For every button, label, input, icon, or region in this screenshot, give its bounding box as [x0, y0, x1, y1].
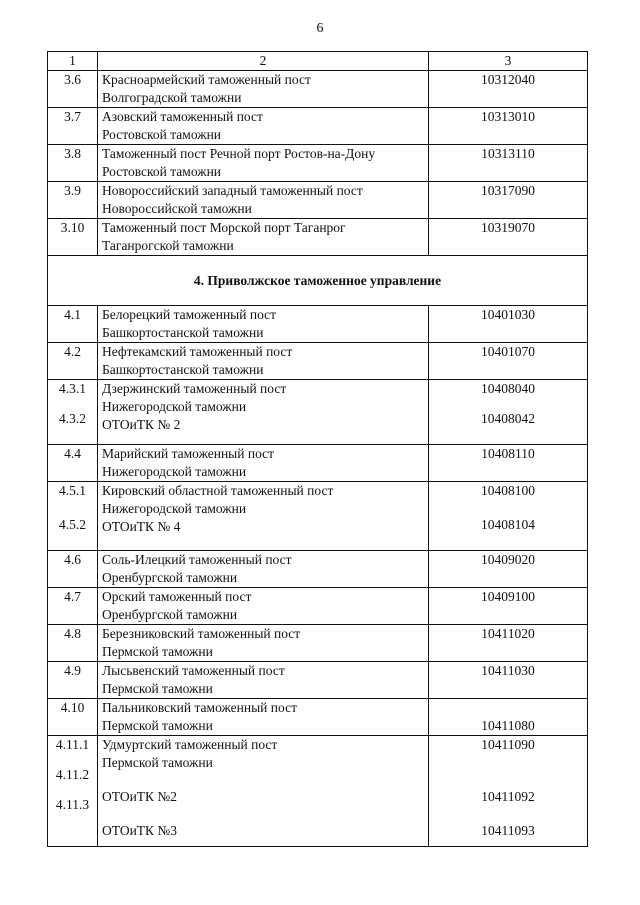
table-row — [48, 445, 588, 482]
table-row — [48, 145, 588, 182]
row-number: 4.6 — [48, 551, 98, 588]
post-code: 10408110 — [429, 445, 588, 482]
section-title: 4. Приволжское таможенное управление — [48, 256, 588, 306]
post-code: 10411080 — [429, 699, 588, 736]
row-number: 3.8 — [48, 145, 98, 182]
row-number: 4.2 — [48, 343, 98, 380]
row-number: 4.11.1 4.11.2 4.11.3 — [48, 736, 98, 847]
post-name: Кировский областной таможенный пост Нижегородской таможни ОТОиТК № 4 — [98, 482, 429, 551]
post-name: Красноармейский таможенный пост Волгоградской таможни — [98, 71, 429, 108]
post-code: 10313110 — [429, 145, 588, 182]
table-row — [48, 343, 588, 380]
table-row — [48, 306, 588, 343]
row-number: 4.3.1 4.3.2 — [48, 380, 98, 445]
row-number: 4.9 — [48, 662, 98, 699]
table-row — [48, 182, 588, 219]
row-number: 3.6 — [48, 71, 98, 108]
table-row — [48, 662, 588, 699]
row-number: 3.9 — [48, 182, 98, 219]
post-code: 10317090 — [429, 182, 588, 219]
post-code: 10408100 10408104 — [429, 482, 588, 551]
post-code: 10409100 — [429, 588, 588, 625]
row-number: 4.10 — [48, 699, 98, 736]
table-row — [48, 482, 588, 551]
table-row — [48, 699, 588, 736]
post-name: Новороссийский западный таможенный пост Новороссийской таможни — [98, 182, 429, 219]
row-number: 4.8 — [48, 625, 98, 662]
table-row — [48, 219, 588, 256]
post-code: 10312040 — [429, 71, 588, 108]
post-name: Белорецкий таможенный пост Башкортостанской таможни — [98, 306, 429, 343]
column-header: 1 — [48, 52, 98, 71]
post-code: 10313010 — [429, 108, 588, 145]
post-code: 10411020 — [429, 625, 588, 662]
column-header: 2 — [98, 52, 429, 71]
table-row — [48, 71, 588, 108]
post-code: 10411030 — [429, 662, 588, 699]
table-row — [48, 625, 588, 662]
post-name: Орский таможенный пост Оренбургской таможни — [98, 588, 429, 625]
post-code: 10319070 — [429, 219, 588, 256]
table-row — [48, 108, 588, 145]
post-name: Удмуртский таможенный пост Пермской таможни ОТОиТК №2 ОТОиТК №3 — [98, 736, 429, 847]
row-number: 4.7 — [48, 588, 98, 625]
page-number: 6 — [316, 21, 324, 36]
table-row — [48, 588, 588, 625]
table-header-row — [48, 52, 588, 71]
post-name: Таможенный пост Морской порт Таганрог Таганрогской таможни — [98, 219, 429, 256]
row-number: 3.7 — [48, 108, 98, 145]
row-number: 4.4 — [48, 445, 98, 482]
column-header: 3 — [429, 52, 588, 71]
post-name: Дзержинский таможенный пост Нижегородской таможни ОТОиТК № 2 — [98, 380, 429, 445]
post-name: Нефтекамский таможенный пост Башкортостанской таможни — [98, 343, 429, 380]
section-row — [48, 256, 588, 306]
row-number: 4.1 — [48, 306, 98, 343]
table-row — [48, 380, 588, 445]
post-name: Азовский таможенный пост Ростовской таможни — [98, 108, 429, 145]
post-code: 10408040 10408042 — [429, 380, 588, 445]
table-row — [48, 551, 588, 588]
post-code: 10411090 10411092 10411093 — [429, 736, 588, 847]
post-code: 10401030 — [429, 306, 588, 343]
post-name: Таможенный пост Речной порт Ростов-на-Дону Ростовской таможни — [98, 145, 429, 182]
post-name: Марийский таможенный пост Нижегородской таможни — [98, 445, 429, 482]
post-name: Соль-Илецкий таможенный пост Оренбургской таможни — [98, 551, 429, 588]
post-name: Пальниковский таможенный пост Пермской таможни — [98, 699, 429, 736]
customs-posts-table — [47, 51, 588, 847]
post-code: 10409020 — [429, 551, 588, 588]
post-code: 10401070 — [429, 343, 588, 380]
post-name: Лысьвенский таможенный пост Пермской таможни — [98, 662, 429, 699]
row-number: 4.5.1 4.5.2 — [48, 482, 98, 551]
table-row — [48, 736, 588, 847]
post-name: Березниковский таможенный пост Пермской таможни — [98, 625, 429, 662]
row-number: 3.10 — [48, 219, 98, 256]
